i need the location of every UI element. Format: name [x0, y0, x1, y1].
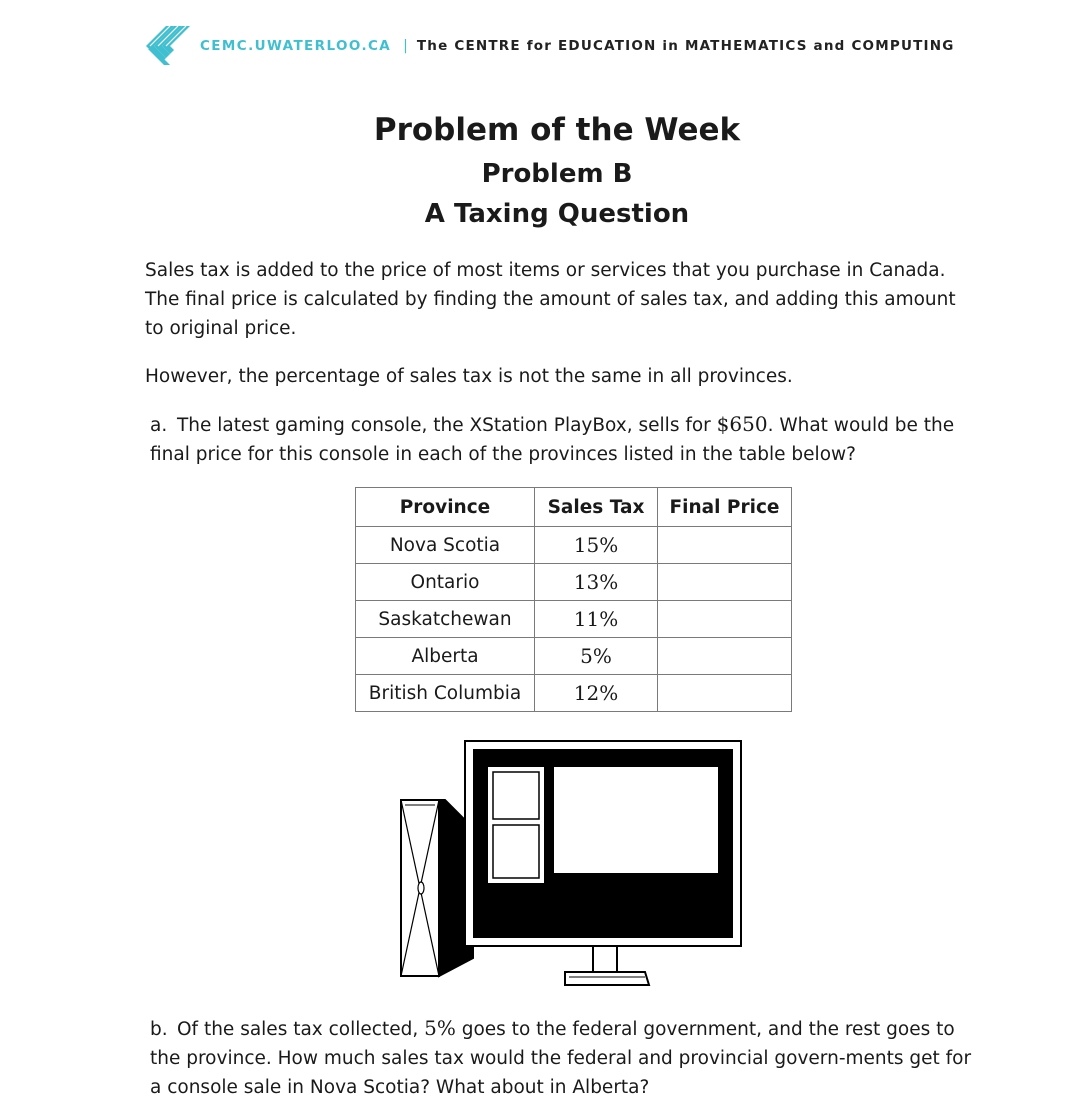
final-price-cell [658, 527, 792, 564]
page-title: Problem of the Week [373, 112, 741, 148]
sales-tax-cell: 13% [535, 564, 658, 601]
sales-tax-cell: 15% [535, 527, 658, 564]
question-b-text-1: Of the sales tax collected, [177, 1019, 425, 1040]
province-cell: Ontario [356, 564, 535, 601]
intro-paragraph-1: Sales tax is added to the price of most items or services that you purchase in Canada. The final price is calculated by finding the amount of sales tax, and adding this amount to original price. [145, 260, 956, 339]
question-b [150, 1014, 980, 1102]
table-row [356, 638, 792, 675]
computer-monitor-tower-icon [393, 733, 753, 989]
intro-paragraph-2: However, the percentage of sales tax is not the same in all provinces. [145, 366, 793, 387]
page-header [144, 22, 955, 70]
cemc-logo-icon [144, 22, 194, 70]
province-cell: Alberta [356, 638, 535, 675]
header-centre-name [417, 38, 955, 54]
header-separator: | [403, 38, 408, 54]
table-row [356, 564, 792, 601]
header-site-link[interactable]: CEMC.UWATERLOO.CA [200, 38, 392, 54]
table-header-row [356, 488, 792, 527]
problem-name: A Taxing Question [424, 199, 690, 229]
question-a-text-2: . What would be the final price for this console in each of the provinces listed in the table below? [150, 415, 955, 465]
question-b-text-2: goes to the federal government, and the rest goes to the province. How much sales tax would the federal and provincial govern-ments get for a console sale in Nova Scotia? What about in Alberta? [150, 1019, 972, 1098]
header-centre-prefix: The [416, 38, 449, 54]
federal-percent: 5% [424, 1016, 456, 1040]
sales-tax-table [355, 487, 792, 712]
question-a-text-1: The latest gaming console, the XStation PlayBox, sells for [177, 415, 717, 436]
province-cell: British Columbia [356, 675, 535, 712]
final-price-cell [658, 564, 792, 601]
table-row [356, 601, 792, 638]
question-a [150, 410, 980, 469]
question-a-label: a. [150, 415, 168, 436]
column-header-sales-tax: Sales Tax [535, 488, 658, 527]
sales-tax-cell: 11% [535, 601, 658, 638]
province-cell: Saskatchewan [356, 601, 535, 638]
final-price-cell [658, 638, 792, 675]
column-header-province: Province [356, 488, 535, 527]
column-header-final-price: Final Price [658, 488, 792, 527]
final-price-cell [658, 675, 792, 712]
sales-tax-cell: 5% [535, 638, 658, 675]
table-row [356, 527, 792, 564]
header-centre-title: CENTRE for EDUCATION in MATHEMATICS and COMPUTING [454, 38, 955, 54]
final-price-cell [658, 601, 792, 638]
console-price: $650 [716, 412, 768, 436]
table-row [356, 675, 792, 712]
sales-tax-cell: 12% [535, 675, 658, 712]
question-b-label: b. [150, 1019, 168, 1040]
province-cell: Nova Scotia [356, 527, 535, 564]
problem-level: Problem B [481, 159, 633, 189]
